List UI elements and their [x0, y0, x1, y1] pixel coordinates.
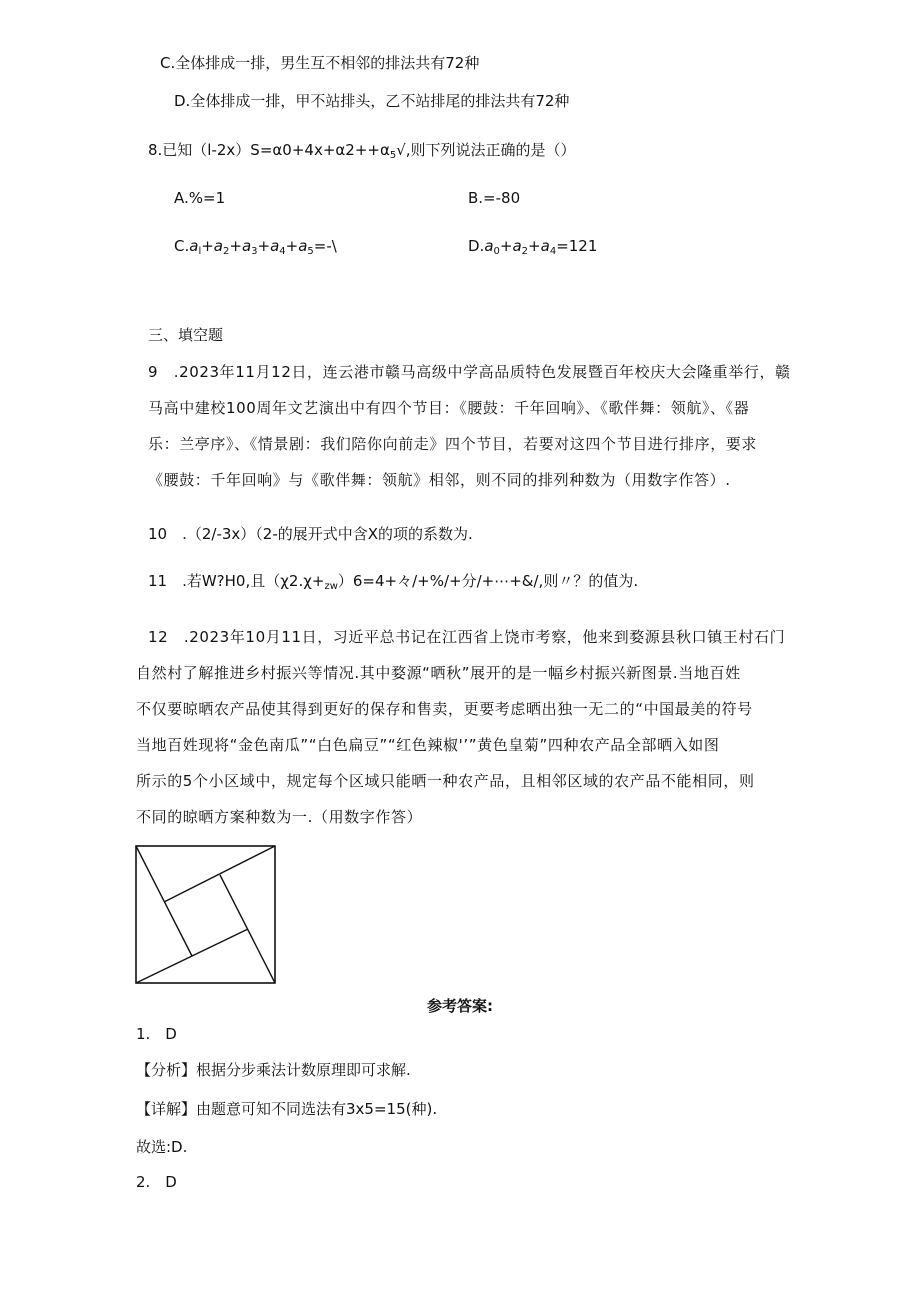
q8-option-d	[468, 236, 597, 262]
subscript: 0	[493, 246, 500, 257]
q8-option-a: A.%=1	[174, 189, 226, 207]
q9-line-4: 《腰鼓：千年回响》与《歌伴舞：领航》相邻，则不同的排列种数为（用数字作答）.	[148, 471, 731, 489]
math-a: a	[484, 237, 494, 255]
q11-subscript: zw	[324, 581, 338, 592]
q8-option-d-label: D.	[468, 237, 485, 255]
q12-line-5: 所示的5个小区域中，规定每个区域只能晒一种农产品，且相邻区域的农产品不能相同，则	[136, 772, 755, 790]
math-result: =-\	[313, 237, 337, 255]
answer-1-choice: 故选:D.	[136, 1138, 188, 1156]
q12-line-3: 不仅要晾晒农产品使其得到更好的保存和售卖，更要考虑晒出独一无二的“中国最美的符号	[136, 700, 753, 718]
subscript: 2	[521, 246, 529, 257]
outer-square	[136, 846, 275, 983]
subscript: 4	[549, 246, 557, 257]
math-term: +a	[201, 237, 223, 255]
answers-title: 参考答案:	[427, 997, 493, 1015]
math-term: +a	[528, 237, 550, 255]
q7-option-d: D.全体排成一排，甲不站排头，乙不站排尾的排法共有72种	[174, 92, 570, 110]
math-term: +a	[257, 237, 280, 255]
math-result: =121	[556, 237, 598, 255]
q9-line-1: 9 .2023年11月12日，连云港市赣马高级中学高品质特色发展暨百年校庆大会隆重举行，赣	[148, 363, 791, 381]
q11-text	[148, 571, 638, 597]
q9-line-2: 马高中建校100周年文艺演出中有四个节目：《腰鼓：千年回响》、《歌伴舞：领航》、《器	[148, 399, 750, 417]
q8-stem-tail: √,则下列说法正确的是（）	[396, 141, 576, 159]
divider-line	[136, 846, 192, 956]
math-term: +a	[499, 237, 522, 255]
divider-line	[164, 846, 275, 902]
divider-line	[136, 929, 248, 983]
subscript: 3	[251, 246, 258, 257]
math-term: +a	[285, 237, 308, 255]
subscript: l	[198, 246, 202, 257]
q8-option-b: B.=-80	[468, 189, 521, 207]
subscript: 4	[279, 246, 286, 257]
section-title-fill-blank: 三、填空题	[148, 326, 224, 344]
q9-line-3: 乐：兰亭序》、《情景剧：我们陪你向前走》四个节目，若要对这四个节目进行排序，要求	[148, 435, 758, 453]
q7-option-c: C.全体排成一排，男生互不相邻的排法共有72种	[160, 54, 480, 72]
answer-1-detail: 【详解】由题意可知不同选法有3x5=15(种).	[136, 1100, 438, 1118]
subscript: 2	[223, 246, 230, 257]
answer-1-analysis: 【分析】根据分步乘法计数原理即可求解.	[136, 1061, 411, 1079]
answer-2: 2. D	[136, 1173, 177, 1191]
q12-line-1: 12 .2023年10月11日，习近平总书记在江西省上饶市考察，他来到婺源县秋口镇王村石门	[148, 628, 786, 646]
math-term: +a	[229, 237, 252, 255]
subscript: 5	[307, 246, 314, 257]
q12-line-2: 自然村了解推进乡村振兴等情况.其中婺源“晒秋”展开的是一幅乡村振兴新图景.当地百姓	[136, 664, 741, 682]
q8-stem-text: 8.已知（l-2x）S=α0+4x+α2++α	[148, 141, 390, 159]
answer-1: 1. D	[136, 1025, 177, 1043]
q12-line-6: 不同的晾晒方案种数为一.（用数字作答）	[136, 808, 423, 826]
q8-stem	[148, 140, 576, 166]
q8-option-c-label: C.	[174, 237, 190, 255]
q11-post: ）6=4+々/+%/+分/+⋯+&/,则〃？的值为.	[337, 572, 639, 590]
q12-region-figure	[135, 845, 277, 985]
math-a: a	[189, 237, 199, 255]
q10-text: 10 .（2/-3x）（2-的展开式中含X的项的系数为.	[148, 525, 473, 543]
q12-line-4: 当地百姓现将“金色南瓜”“白色扁豆”“红色辣椒'’”黄色皇菊”四种农产品全部晒入如图	[136, 736, 720, 754]
q11-pre: 11 .若W?H0,且（χ2.χ+	[148, 572, 325, 590]
q8-option-c	[174, 236, 337, 262]
q8-stem-subscript: 5	[389, 150, 397, 161]
